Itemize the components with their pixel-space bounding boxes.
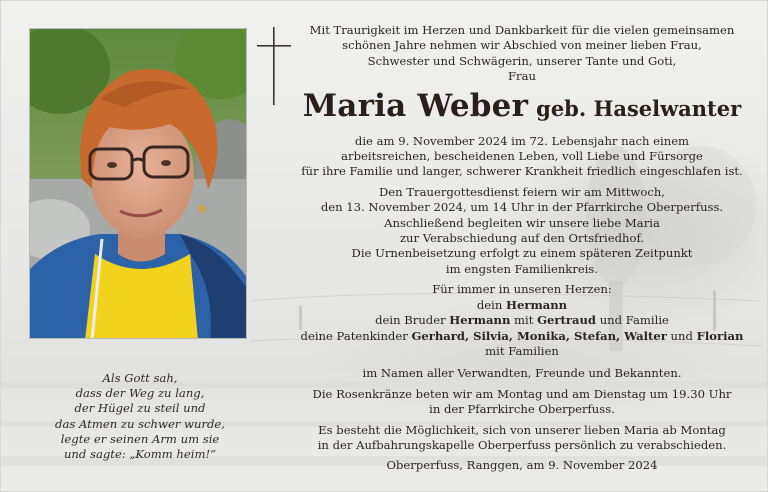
intro-line: Schwester und Schwägerin, unserer Tante und Goti,	[367, 53, 677, 68]
deceased-birth-name: geb. Haselwanter	[536, 95, 742, 121]
deceased-name-main: Maria Weber	[302, 87, 529, 124]
funeral-line: Anschließend begleiten wir unsere liebe Maria	[384, 215, 660, 230]
portrait-photo	[29, 28, 247, 339]
poem-line: das Atmen zu schwer wurde,	[55, 416, 225, 431]
intro-line: schönen Jahre nehmen wir Abschied von meiner lieben Frau,	[342, 38, 702, 53]
death-notice-line: die am 9. November 2024 im 72. Lebensjahr nach einem	[354, 133, 690, 148]
farewell-line: in der Aufbahrungskapelle Oberperfuss persönlich zu verabschieden.	[317, 437, 727, 452]
death-notice-line: für ihre Familie und langer, schwerer Krankheit friedlich eingeschlafen ist.	[301, 164, 743, 179]
intro-line: Mit Traurigkeit im Herzen und Dankbarkeit für die vielen gemeinsamen	[309, 23, 735, 37]
poem-line: Als Gott sah,	[102, 371, 178, 385]
mourner-husband: dein Hermann	[476, 297, 568, 312]
mourners-heading: Für immer in unseren Herzen:	[432, 282, 612, 297]
deceased-name	[295, 89, 749, 129]
funeral-line: zur Verabschiedung auf den Ortsfriedhof.	[399, 231, 645, 246]
mourner-brother: dein Bruder Hermann mit Gertraud und Familie	[375, 313, 669, 328]
mourner-godchildren: deine Patenkinder Gerhard, Silvia, Monika, Stefan, Walter und Florian	[300, 328, 744, 343]
poem-line: dass der Weg zu lang,	[75, 386, 205, 401]
poem	[31, 371, 249, 462]
mourner-others: im Namen aller Verwandten, Freunde und Bekannten.	[362, 366, 682, 381]
poem-line: der Hügel zu steil und	[74, 401, 206, 416]
poem-line: und sagte: „Komm heim!“	[63, 447, 217, 462]
mourner-godchildren-families: mit Familien	[485, 343, 559, 358]
death-notice-line: arbeitsreichen, bescheidenen Leben, voll Liebe und Fürsorge	[341, 149, 703, 164]
cross-icon	[257, 27, 291, 107]
rosary-line: Die Rosenkränze beten wir am Montag und am Dienstag um 19.30 Uhr	[312, 386, 732, 401]
obituary-text	[295, 23, 749, 474]
intro-line: Frau	[508, 69, 536, 84]
poem-line: legte er seinen Arm um sie	[60, 431, 220, 446]
funeral-line: Die Urnenbeisetzung erfolgt zu einem späteren Zeitpunkt	[351, 246, 693, 261]
rosary-line: in der Pfarrkirche Oberperfuss.	[429, 402, 615, 417]
funeral-line: im engsten Familienkreis.	[445, 261, 599, 276]
funeral-line: Den Trauergottesdienst feiern wir am Mittwoch,	[379, 184, 665, 199]
farewell-line: Es besteht die Möglichkeit, sich von unserer lieben Maria ab Montag	[318, 422, 726, 437]
place-date: Oberperfuss, Ranggen, am 9. November 2024	[386, 458, 658, 473]
funeral-line: den 13. November 2024, um 14 Uhr in der Pfarrkirche Oberperfuss.	[320, 200, 724, 215]
